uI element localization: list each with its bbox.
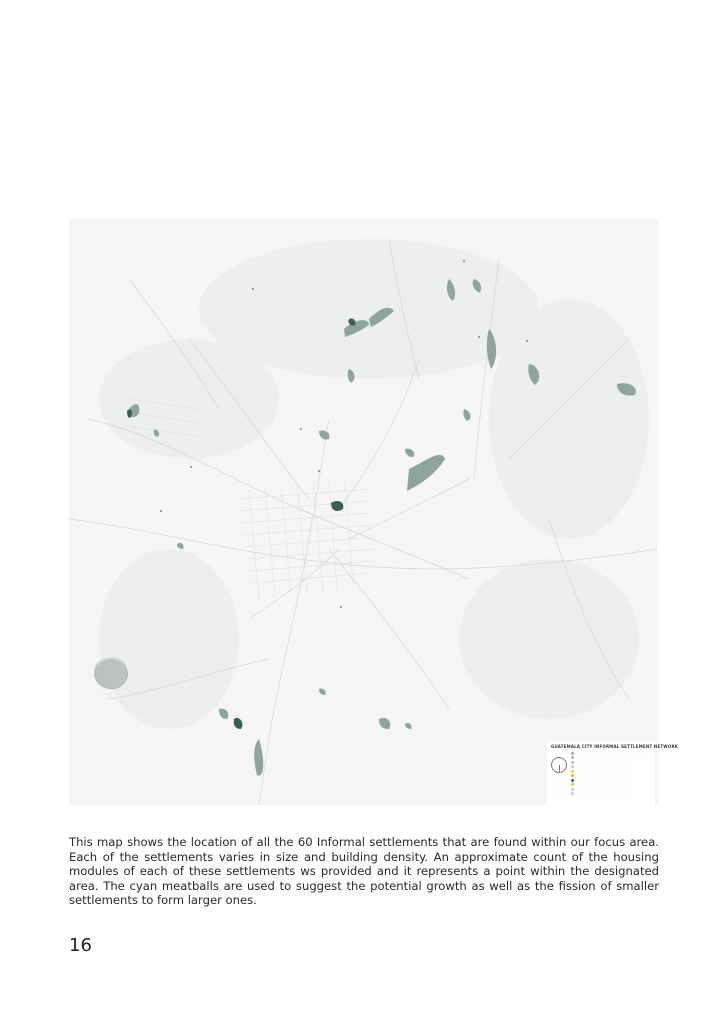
settlement-map — [69, 219, 679, 805]
legend-item — [571, 756, 651, 760]
legend-item — [571, 778, 651, 782]
legend-item — [571, 760, 651, 764]
legend-item — [571, 787, 651, 791]
legend-items — [571, 751, 651, 796]
legend-swatch — [571, 792, 574, 795]
legend-title: GUATEMALA CITY INFORMAL SETTLEMENT NETWORK — [551, 744, 679, 749]
legend-scale-circle — [551, 757, 567, 773]
legend-swatch — [571, 761, 574, 764]
legend-swatch — [571, 779, 574, 782]
legend-swatch — [571, 788, 574, 791]
legend-item — [571, 774, 651, 778]
legend-body — [551, 751, 651, 803]
map-canvas — [69, 219, 679, 805]
legend-item — [571, 792, 651, 796]
map-legend — [547, 741, 679, 807]
page-number: 16 — [69, 935, 92, 956]
legend-item — [571, 783, 651, 787]
legend-item — [571, 765, 651, 769]
legend-swatch — [571, 765, 574, 768]
legend-swatch — [571, 783, 574, 786]
legend-swatch — [571, 756, 574, 759]
legend-swatch — [571, 752, 574, 755]
legend-swatch — [571, 770, 574, 773]
map-caption: This map shows the location of all the 60 Informal settlements that are found within our focus area. Each of the settlements varies in size and building density. An approximate count of the housing modules of each of these settlements ws provided and it represents a point within the designated area. The cyan meatballs are used to suggest the potential growth as well as the fission of smaller settlements to form larger ones. — [69, 835, 659, 907]
legend-swatch — [571, 774, 574, 777]
legend-item — [571, 769, 651, 773]
legend-item — [571, 751, 651, 755]
